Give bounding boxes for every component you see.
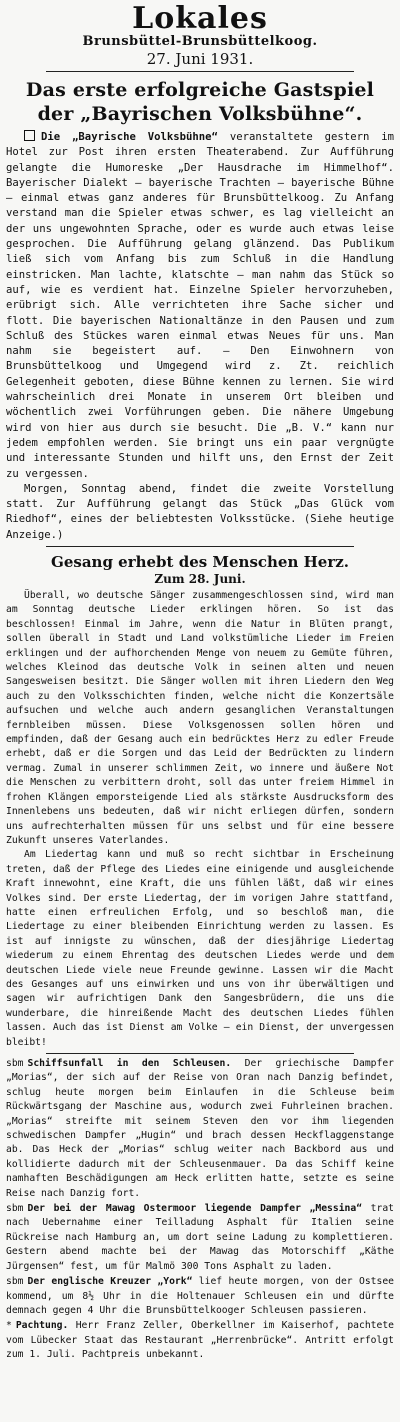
section-title: Lokales — [132, 1, 268, 36]
masthead — [6, 0, 394, 68]
divider — [46, 1053, 354, 1054]
lead-text: Die „Bayrische Volksbühne“ — [41, 131, 218, 143]
news-text: lief heute morgen, von der Ostsee kommend, um 8½ Uhr in die Holtenauer Schleusen ein und dürfte demnach gegen 4 Uhr die Brunsbüttelkooger Schleusen passieren. — [6, 1276, 394, 1316]
news-text: trat nach Uebernahme einer Teilladung Asphalt für Italien seine Rückreise nach Hamburg an, um dort seine Ladung zu komplettieren. Gestern abend machte bei der Mawag das Motorschiff „Käthe Jürgensen“ fest, um für Malmö 300 Tons Asphalt zu laden. — [6, 1203, 394, 1272]
news-tag: sbm — [6, 1203, 24, 1215]
paragraph: Am Liedertag kann und muß so recht sichtbar in Erscheinung treten, daß der Pflege des Liedes eine einigende und ausgleichende Kraft innewohnt, eine Kraft, die uns fühlen läßt, daß wir eines Volkes sind. Der erste Liedertag, der im vorigen Jahre stattfand, hatte einen erfreulichen Erfolg, und so beschloß man, die Liedertage zu einer bleibenden Einrichtung werden zu lassen. Es ist auf innigste zu wünschen, daß der diesjährige Liedertag wiederum zu einem Ehrentag des deutschen Liedes werde und dem deutschen Liede viele neue Freunde gewinne. Lassen wir die Macht des Gesanges auf uns einwirken und uns von ihr überwältigen und sagen wir aufrichtigen Dank den Sangesbrüdern, die uns die wunderbare, die hinreißende Macht des deutschen Liedes fühlen lassen. Auch das ist Dienst am Volke – ein Dienst, der unvergessen bleibt! — [6, 849, 394, 1048]
article-subdate: Zum 28. Juni. — [154, 572, 246, 587]
article-body — [6, 130, 394, 543]
article-headline — [6, 78, 394, 126]
news-tag: sbm — [6, 1058, 24, 1070]
paragraph-text: veranstaltete gestern im Hotel zur Post ihren ersten Theaterabend. Zur Aufführung gelangte die Humoreske „Der Hausdrache im Himmelhof“. Bayerischer Dialekt – bayerische Trachten – bayerische Bühne – einmal etwas ganz anderes für Brunsbüttelkoog. Zu Anfang verstand man die Spieler etwas schwer, es lag vielleicht an der uns ungewohnten Sprache, oder es wurde auch etwas leise gesprochen. Die Aufführung gelang glänzend. Das Publikum ließ sich vom Anfang bis zum Schluß in die Handlung einstricken. Man lachte, klatschte – man nahm das Stück so auf, wie es verdient hat. Einzelne Spieler hervorzuheben, erübrigt sich. Alle verrichteten ihre Sache sicher und flott. Die bayerischen Nationaltänze in den Pausen und zum Schluß des Stückes waren einmal etwas Neues für uns. Man nahm sie begeistert auf. – Den Einwohnern von Brunsbüttelkoog und Umgegend wird z. Zt. reichlich Gelegenheit geboten, diese Bühne kennen zu lernen. Sie wird wahrscheinlich drei Monate in unserem Ort bleiben und wöchentlich zwei Vorführungen geben. Die nähere Umgebung wird von hier aus durch sie besucht. Die „B. V.“ kann nur jedem empfohlen werden. Sie bringt uns ein paar vergnügte und interessante Stunden und hilft uns, den Ernst der Zeit zu vergessen. — [6, 131, 395, 480]
news-item — [6, 1275, 394, 1318]
issue-date: 27. Juni 1931. — [146, 50, 254, 68]
paragraph: Morgen, Sonntag abend, findet die zweite Vorstellung statt. Zur Aufführung gelangt das Stück „Das Glück vom Riedhof“, eines der beliebtesten Volksstücke. (Siehe heutige Anzeige.) — [6, 482, 394, 541]
news-title: Der bei der Mawag Ostermoor liegende Dampfer „Messina“ — [27, 1203, 363, 1215]
divider — [46, 71, 354, 72]
square-bullet-icon — [24, 130, 35, 141]
article-volksbuehne — [6, 78, 394, 543]
paragraph — [6, 130, 394, 482]
headline-line-1: Das erste erfolgreiche Gastspiel — [25, 79, 375, 101]
news-tag: sbm — [6, 1276, 24, 1288]
divider — [46, 546, 354, 547]
news-item — [6, 1202, 394, 1274]
news-item — [6, 1057, 394, 1201]
news-tag: * — [6, 1320, 12, 1332]
article-body — [6, 589, 394, 1050]
headline-line-2: der „Bayrischen Volksbühne“. — [37, 103, 363, 125]
paragraph: Überall, wo deutsche Sänger zusammengeschlossen sind, wird man am Sonntag deutsche Lieder erklingen hören. So ist das beschlossen! Einmal im Jahre, wenn die Natur in Blüten prangt, sollen überall in Stadt und Land volkstümliche Lieder im Freien erklingen und der aufhorchenden Menge von neuem zu Gemüte führen, welches Kleinod das deutsche Volk in seinen alten und neuen Sangesweisen besitzt. Die Sänger wollen mit ihren Liedern den Weg auch zu den Volksschichten finden, welche nicht die Konzertsäle aufsuchen und welche auch andern gesanglichen Veranstaltungen fernbleiben müssen. Diese Volksgenossen sollen hören und empfinden, daß der Gesang auch ein bedrücktes Herz zu edler Freude erhebt, daß er die Sorgen und das Leid der Bedrückten zu lindern vermag. Zumal in unserer schlimmen Zeit, wo innere und äußere Not die Menschen zu verbittern droht, soll das unter freiem Himmel in frohen Klängen emporsteigende Lied als stärkste Ausdrucksform des Innenlebens uns bedeuten, daß wir nicht erliegen dürfen, sondern uns aufrechterhalten müssen für uns selbst und für eine bessere Zukunft unseres Vaterlandes. — [6, 590, 394, 846]
article-headline: Gesang erhebt des Menschen Herz. — [51, 553, 349, 572]
news-text: Der griechische Dampfer „Morias“, der sich auf der Reise von Oran nach Danzig befindet, schlug heute morgen beim Einlaufen in die Schleuse beim Rückwärtsgang der Maschine aus, wodurch zwei Fuhrleinen brachen. „Morias“ streifte mit seinem Steven den vor ihm liegenden schwedischen Dampfer „Hugin“ und brach dessen Heckflaggenstange ab. Das Heck der „Morias“ schlug weiter nach Backbord aus und kollidierte dadurch mit der Schleusenmauer. Da das Schiff keine namhaften Beschädigungen am Heck erlitten hatte, setzte es seine Reise nach Danzig fort. — [6, 1058, 394, 1199]
article-liedertag — [6, 553, 394, 1050]
dateline: Brunsbüttel-Brunsbüttelkoog. — [82, 34, 318, 49]
news-title: Der englische Kreuzer „York“ — [27, 1276, 193, 1288]
news-title: Pachtung. — [15, 1320, 69, 1332]
news-title: Schiffsunfall in den Schleusen. — [27, 1058, 232, 1070]
news-item — [6, 1319, 394, 1362]
local-news — [6, 1057, 394, 1363]
news-text: Herr Franz Zeller, Oberkellner im Kaiserhof, pachtete vom Lübecker Staat das Restaurant „Herrenbrücke“. Antritt erfolgt zum 1. Juli. Pachtpreis unbekannt. — [6, 1320, 394, 1361]
